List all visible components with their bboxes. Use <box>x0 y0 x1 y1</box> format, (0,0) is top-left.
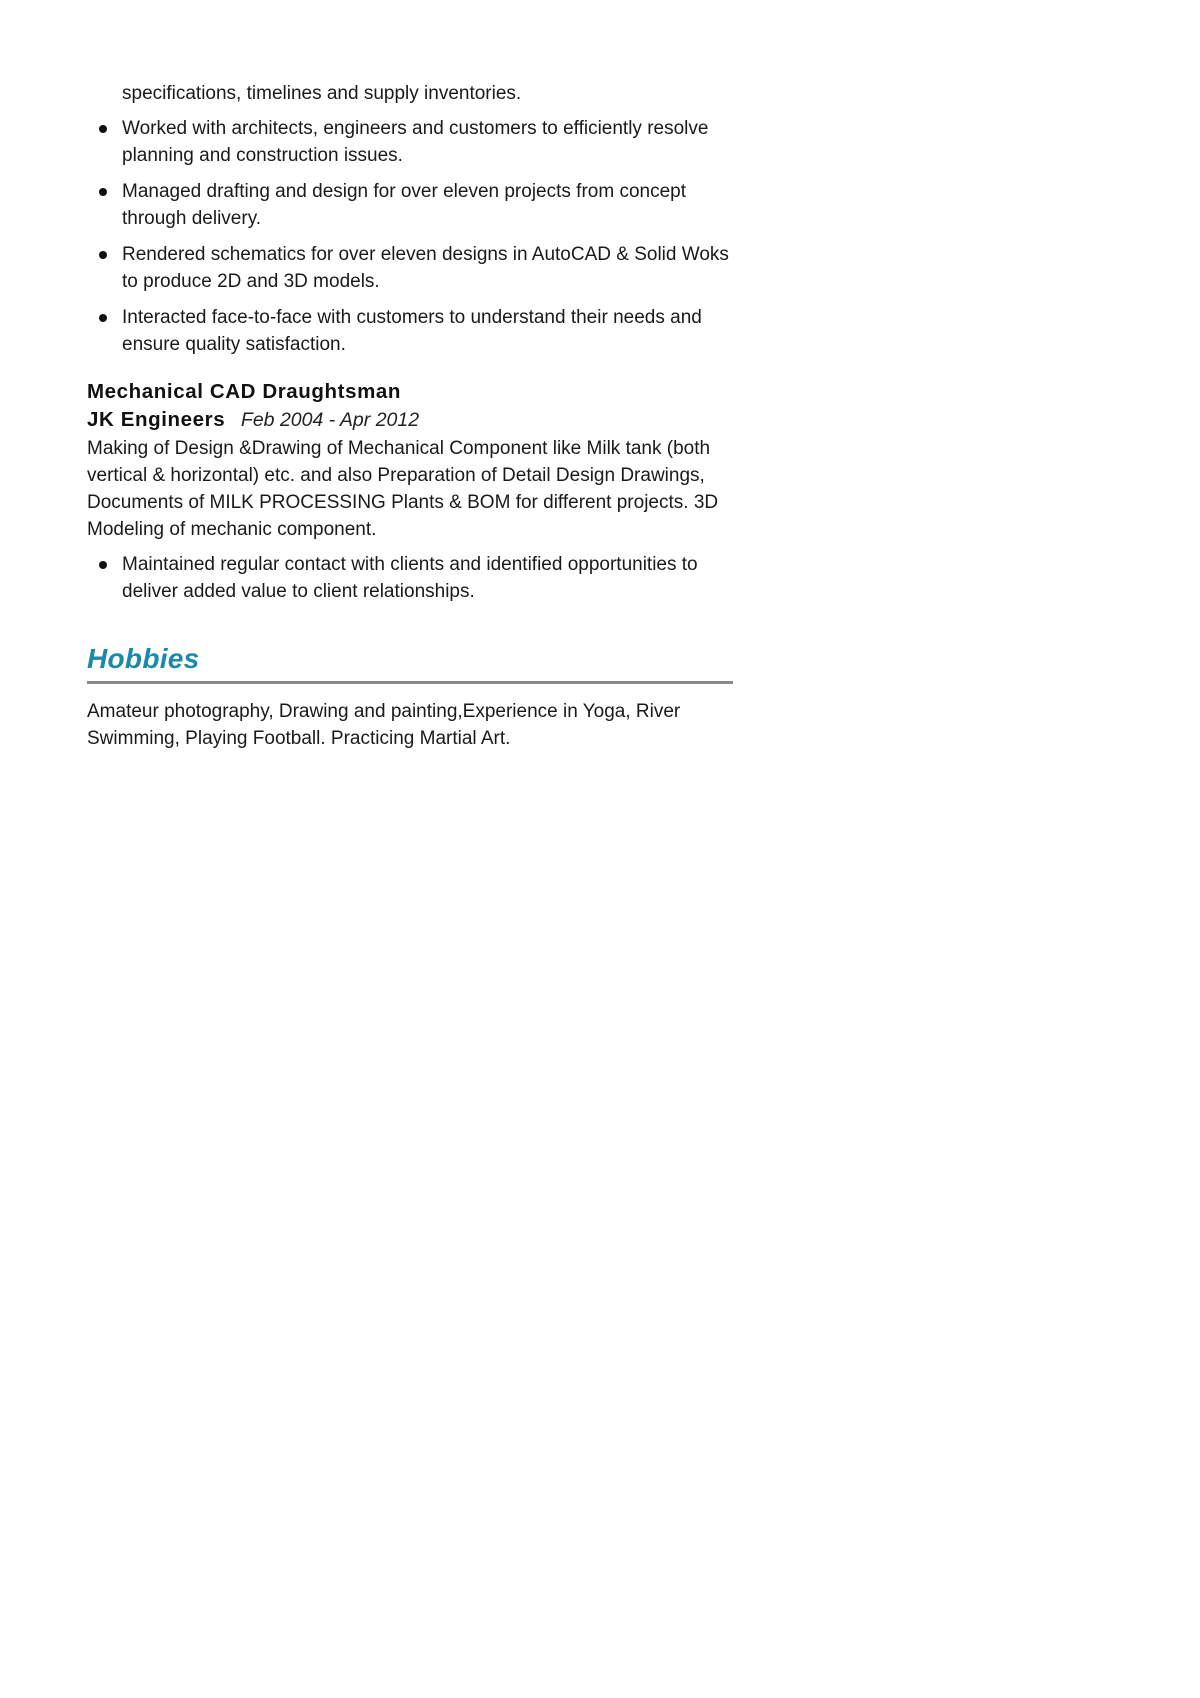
bullet-dot-icon <box>99 251 107 259</box>
list-item <box>87 178 733 232</box>
bullet-text: Managed drafting and design for over eleven projects from concept through delivery. <box>122 181 686 229</box>
bullet-dot-icon <box>99 125 107 133</box>
experience-continuation-text: specifications, timelines and supply inventories. <box>122 83 522 104</box>
bullet-dot-icon <box>99 561 107 569</box>
job-title: Mechanical CAD Draughtsman <box>87 380 402 403</box>
bullet-text: Interacted face-to-face with customers to understand their needs and ensure quality satisfaction. <box>122 307 702 355</box>
resume-page <box>87 80 733 752</box>
list-item <box>87 115 733 169</box>
bullet-text: Rendered schematics for over eleven designs in AutoCAD & Solid Woks to produce 2D and 3D models. <box>122 244 729 292</box>
bullet-text: Maintained regular contact with clients and identified opportunities to deliver added value to client relationships. <box>122 554 698 602</box>
job-bullet-list <box>87 551 733 605</box>
bullet-dot-icon <box>99 188 107 196</box>
list-item <box>87 551 733 605</box>
list-item <box>87 241 733 295</box>
bullet-text: Worked with architects, engineers and customers to efficiently resolve planning and construction issues. <box>122 118 709 166</box>
experience-bullet-list <box>87 115 733 358</box>
hobbies-heading: Hobbies <box>87 641 733 684</box>
list-item <box>87 304 733 358</box>
job-dates: Feb 2004 - Apr 2012 <box>240 409 420 431</box>
hobbies-text: Amateur photography, Drawing and painting,Experience in Yoga, River Swimming, Playing Football. Practicing Martial Art. <box>87 701 681 749</box>
job-subheader <box>87 406 733 434</box>
job-description: Making of Design &Drawing of Mechanical Component like Milk tank (both vertical & horizontal) etc. and also Preparation of Detail Design Drawings, Documents of MILK PROCESSING Plants & BOM for different projects. 3D Modeling of mechanic component. <box>87 438 719 540</box>
company-name: JK Engineers <box>87 408 226 431</box>
bullet-dot-icon <box>99 314 107 322</box>
